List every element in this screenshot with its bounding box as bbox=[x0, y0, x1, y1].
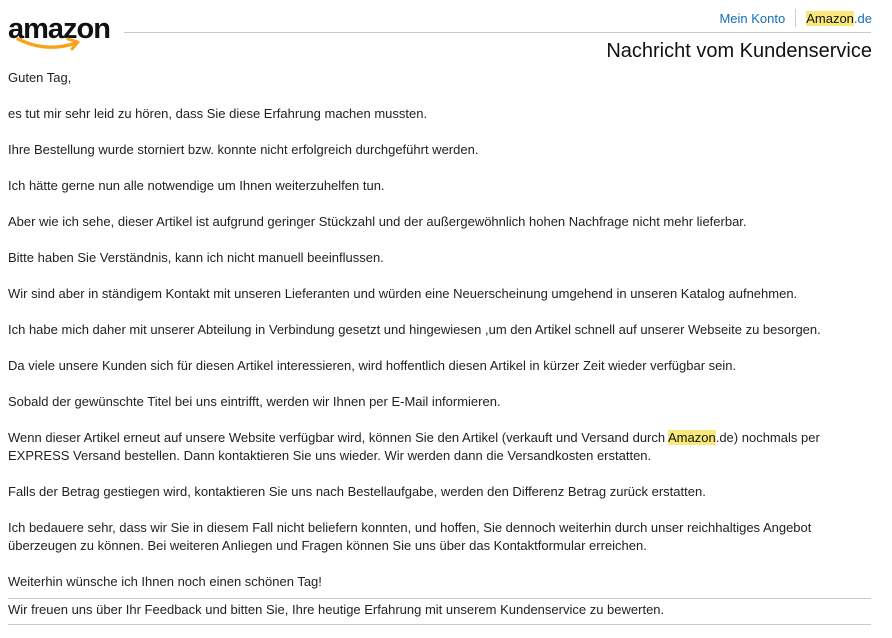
header-divider bbox=[124, 32, 871, 33]
reorder-text-before: Wenn dieser Artikel erneut auf unsere Website verfügbar wird, können Sie den Artikel (verkauft und Versand durch bbox=[8, 430, 669, 445]
message-body bbox=[8, 69, 872, 591]
amazon-tld: .de bbox=[853, 10, 872, 26]
refund-paragraph: Falls der Betrag gestiegen wird, kontaktieren Sie uns nach Bestellaufgabe, werden den Differenz Betrag zurück erstatten. bbox=[8, 484, 706, 499]
message-paragraph: Ich hätte gerne nun alle notwendige um Ihnen weiterzuhelfen tun. bbox=[8, 178, 385, 193]
message-paragraph: Ich habe mich daher mit unserer Abteilung in Verbindung gesetzt und hingewiesen ,um den Artikel schnell auf unserer Webseite zu besorgen. bbox=[8, 322, 821, 337]
message-paragraph: Ihre Bestellung wurde storniert bzw. konnte nicht erfolgreich durchgeführt werden. bbox=[8, 142, 479, 157]
my-account-link[interactable]: Mein Konto bbox=[719, 10, 786, 26]
logo-wordmark: amazon bbox=[8, 13, 110, 45]
page-title: Nachricht vom Kundenservice bbox=[606, 40, 872, 62]
smile-arrow-icon bbox=[8, 34, 88, 52]
top-links bbox=[719, 8, 872, 28]
message-paragraph: Aber wie ich sehe, dieser Artikel ist aufgrund geringer Stückzahl und der außergewöhnlich hohen Nachfrage nicht mehr lieferbar. bbox=[8, 214, 747, 229]
reorder-paragraph bbox=[8, 429, 872, 465]
closing-line: Weiterhin wünsche ich Ihnen noch einen schönen Tag! bbox=[8, 574, 322, 589]
link-separator bbox=[795, 9, 796, 27]
apology-paragraph: Ich bedauere sehr, dass wir Sie in diesem Fall nicht beliefern konnten, und hoffen, Sie dennoch weiterhin durch unser reichhaltiges Angebot überzeugen zu können. Bei weiteren Anliegen und Fragen können Sie uns über das Kontaktformular erreichen. bbox=[8, 520, 812, 553]
message-paragraph: Wir sind aber in ständigem Kontakt mit unseren Lieferanten und würden eine Neuerscheinung umgehend in unseren Katalog aufnehmen. bbox=[8, 286, 798, 301]
message-paragraph: es tut mir sehr leid zu hören, dass Sie diese Erfahrung machen mussten. bbox=[8, 106, 428, 121]
message-paragraph: Da viele unsere Kunden sich für diesen Artikel interessieren, wird hoffentlich diesen Artikel in kürzer Zeit wieder verfügbar sein. bbox=[8, 358, 737, 373]
feedback-text: Wir freuen uns über Ihr Feedback und bitten Sie, Ihre heutige Erfahrung mit unserem Kundenservice zu bewerten. bbox=[8, 602, 665, 617]
amazon-logo[interactable] bbox=[8, 12, 112, 52]
greeting: Guten Tag, bbox=[8, 70, 72, 85]
amazon-brand-highlight: Amazon bbox=[668, 430, 716, 445]
reorder-text-after: .de) nochmals per EXPRESS Versand bestellen. Dann kontaktieren Sie uns wieder. Wir werden dann die Versandkosten erstatten. bbox=[8, 430, 820, 463]
footer-top-divider bbox=[8, 598, 871, 599]
amazon-de-link[interactable] bbox=[806, 11, 872, 26]
amazon-brand-highlight: Amazon bbox=[806, 10, 854, 26]
footer-bottom-divider bbox=[8, 624, 871, 625]
message-paragraph: Sobald der gewünschte Titel bei uns eintrifft, werden wir Ihnen per E-Mail informieren. bbox=[8, 394, 501, 409]
message-paragraph: Bitte haben Sie Verständnis, kann ich nicht manuell beeinflussen. bbox=[8, 250, 384, 265]
